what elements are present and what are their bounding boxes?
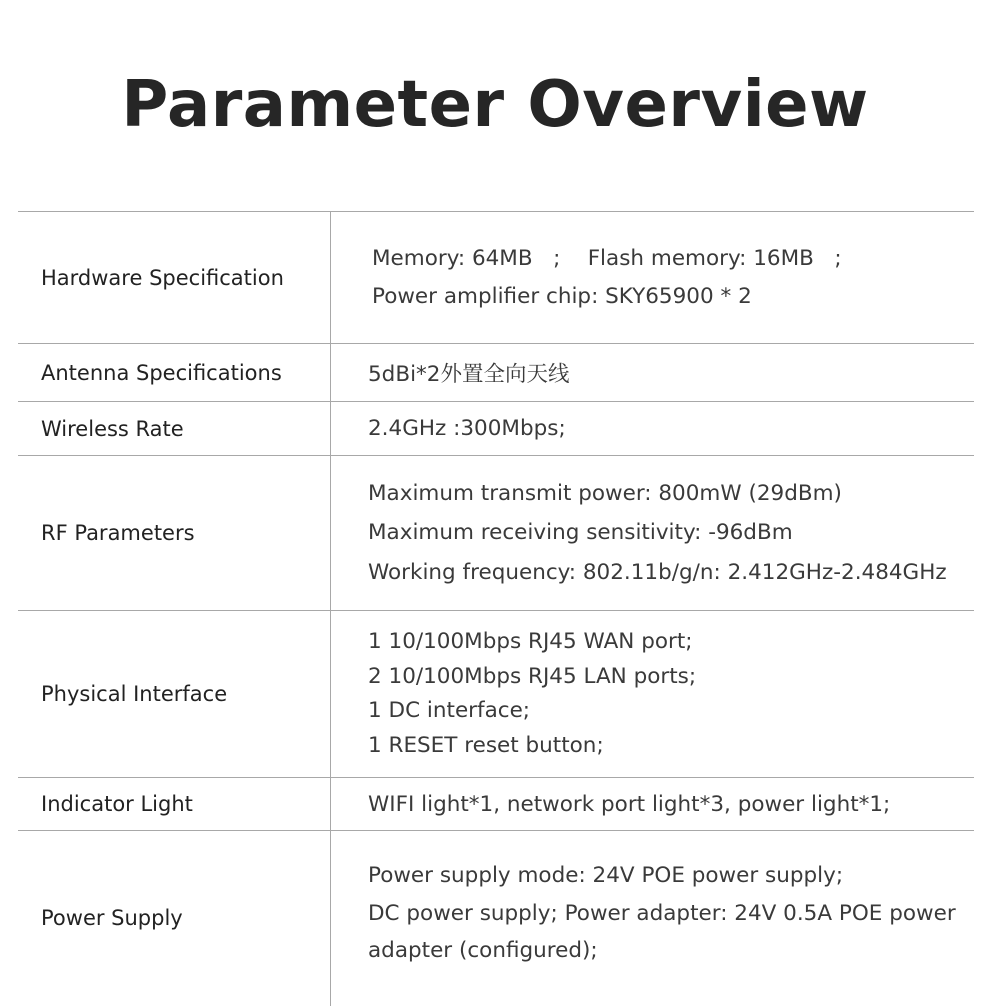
- page-title: Parameter Overview: [121, 68, 869, 142]
- value-line: DC power supply; Power adapter: 24V 0.5A POE power: [368, 900, 956, 926]
- value-line: 2 10/100Mbps RJ45 LAN ports;: [368, 663, 697, 689]
- value-line: Power amplifier chip: SKY65900 * 2: [372, 283, 752, 309]
- table-row-hardware-specification: [18, 212, 974, 344]
- value-line: WIFI light*1, network port light*3, power light*1;: [368, 791, 891, 817]
- value-line: 1 10/100Mbps RJ45 WAN port;: [368, 629, 693, 654]
- row-value: [331, 402, 974, 455]
- row-label: Indicator Light: [18, 778, 331, 830]
- row-value: [331, 212, 974, 343]
- table-row-rf-parameters: [18, 456, 974, 611]
- row-label: Antenna Specifications: [18, 344, 331, 401]
- table-row-physical-interface: [18, 611, 974, 778]
- spec-table: [18, 211, 974, 1006]
- value-line: Power supply mode: 24V POE power supply;: [368, 863, 844, 889]
- value-line: Maximum transmit power: 800mW (29dBm): [368, 480, 842, 506]
- row-value: [331, 456, 974, 610]
- row-label: RF Parameters: [18, 456, 331, 610]
- row-value: [331, 611, 974, 777]
- table-row-power-supply: [18, 831, 974, 1006]
- table-row-wireless-rate: [18, 402, 974, 456]
- value-line: Memory: 64MB ; Flash memory: 16MB ;: [372, 245, 842, 271]
- row-value: [331, 778, 974, 830]
- row-label: Power Supply: [18, 831, 331, 1006]
- table-row-indicator-light: [18, 778, 974, 831]
- value-line: Maximum receiving sensitivity: -96dBm: [368, 520, 793, 546]
- value-line: 1 DC interface;: [368, 698, 531, 723]
- row-label: Hardware Specification: [18, 212, 331, 343]
- value-line: 2.4GHz :300Mbps;: [368, 416, 566, 441]
- table-row-antenna-specifications: [18, 344, 974, 402]
- value-line: 1 RESET reset button;: [368, 732, 604, 758]
- value-line: adapter (configured);: [368, 938, 598, 964]
- row-label: Physical Interface: [18, 611, 331, 777]
- value-line: Working frequency: 802.11b/g/n: 2.412GHz-2.484GHz: [368, 559, 947, 585]
- row-value: [331, 344, 974, 401]
- row-value: [331, 831, 974, 1006]
- value-line: 5dBi*2外置全向天线: [368, 362, 570, 387]
- row-label: Wireless Rate: [18, 402, 331, 455]
